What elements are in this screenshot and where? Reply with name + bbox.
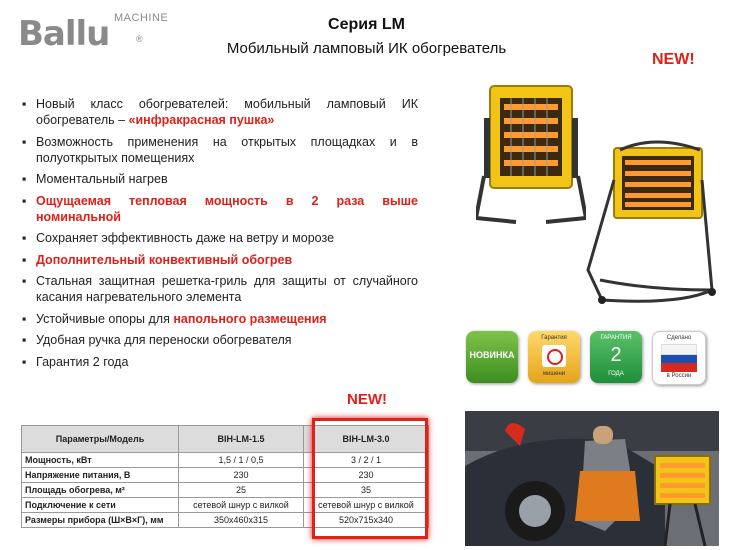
warranty-years: 2 <box>610 344 622 366</box>
heater-small-image <box>476 78 586 228</box>
table-row <box>22 483 429 498</box>
novinka-label: НОВИНКА <box>469 350 515 360</box>
heater-large-image <box>580 140 720 305</box>
feature-item <box>22 332 418 348</box>
feature-highlight-text: Дополнительный конвективный обогрев <box>36 252 293 267</box>
warranty-top-label: ГАРАНТИЯ <box>600 335 632 341</box>
bullet-icon: ▪ <box>22 274 27 288</box>
feature-item <box>22 252 418 268</box>
bullet-icon: ▪ <box>22 354 27 369</box>
table-header-row <box>22 426 429 453</box>
feature-text: Сохраняет эффективность даже на ветру и морозе <box>36 231 335 245</box>
row-value-30: 520x715x340 <box>304 513 429 528</box>
feature-text: Гарантия 2 года <box>36 354 129 369</box>
header-model-30: BIH-LM-3.0 <box>304 426 429 453</box>
logo-brand: Ballu <box>18 14 110 54</box>
bullet-icon: ▪ <box>22 231 27 245</box>
made-in-russia-badge <box>652 331 706 385</box>
table-row <box>22 468 429 483</box>
row-label: Подключение к сети <box>22 498 179 513</box>
feature-text: Возможность применения на открытых площадках и в полуоткрытых помещениях <box>36 134 418 165</box>
row-value-15: 1,5 / 1 / 0,5 <box>179 453 304 468</box>
series-title: Серия LM <box>328 16 405 33</box>
feature-item <box>22 230 418 246</box>
feature-highlight-text: Ощущаемая тепловая мощность в 2 раза выше номинальной <box>36 193 418 224</box>
certification-badges <box>466 331 716 386</box>
bullet-icon: ▪ <box>22 252 27 267</box>
feature-text: Моментальный нагрев <box>36 172 168 186</box>
header-parameters: Параметры/Модель <box>22 426 179 453</box>
bullet-icon: ▪ <box>22 193 27 208</box>
feature-item <box>22 134 418 166</box>
feature-list <box>22 96 418 375</box>
made-bottom-label: в России <box>666 373 692 379</box>
logo-registered-mark: ® <box>136 34 143 44</box>
row-value-30: 3 / 2 / 1 <box>304 453 429 468</box>
specs-table <box>21 425 429 528</box>
header-model-15: BIH-LM-1.5 <box>179 426 304 453</box>
new-badge-top: NEW! <box>652 51 695 68</box>
feature-text: Устойчивые опоры для <box>36 311 174 326</box>
row-value-15: 25 <box>179 483 304 498</box>
table-row <box>22 513 429 528</box>
warranty-bottom-label: ГОДА <box>608 371 624 377</box>
new-badge-table: NEW! <box>347 391 387 408</box>
russia-flag-icon <box>661 344 697 370</box>
feature-item <box>22 354 418 370</box>
bullet-icon: ▪ <box>22 134 27 149</box>
row-value-15: 350x460x315 <box>179 513 304 528</box>
guarantee-bottom-label: мишени <box>542 371 566 377</box>
row-value-15: 230 <box>179 468 304 483</box>
feature-item <box>22 273 418 305</box>
feature-text: Стальная защитная решетка-гриль для защиты от случайного касания нагревательного элемента <box>36 274 418 304</box>
row-label: Напряжение питания, В <box>22 468 179 483</box>
feature-text: Удобная ручка для переноски обогревателя <box>36 333 292 347</box>
table-row <box>22 498 429 513</box>
usage-photo <box>465 411 719 546</box>
made-top-label: Сделано <box>666 335 692 341</box>
feature-item <box>22 193 418 225</box>
product-subtitle: Мобильный ламповый ИК обогреватель <box>226 40 507 57</box>
row-label: Размеры прибора (Ш×В×Г), мм <box>22 513 179 528</box>
feature-item <box>22 96 418 128</box>
bullet-icon: ▪ <box>22 311 27 326</box>
bullet-icon: ▪ <box>22 333 27 347</box>
feature-item <box>22 311 418 327</box>
row-value-15: сетевой шнур с вилкой <box>179 498 304 513</box>
guarantee-top-label: Гарантия <box>541 335 567 341</box>
row-label: Площадь обогрева, м² <box>22 483 179 498</box>
row-value-30: 35 <box>304 483 429 498</box>
row-label: Мощность, кВт <box>22 453 179 468</box>
target-icon <box>542 345 566 367</box>
feature-highlight-text: напольного размещения <box>173 311 327 326</box>
logo-machine: MACHINE <box>114 12 169 24</box>
warranty-badge <box>590 331 642 383</box>
novinka-badge <box>466 331 518 383</box>
bullet-icon: ▪ <box>22 172 27 186</box>
feature-text: Новый класс обогревателей: мобильный ламповый ИК обогреватель – <box>36 97 418 127</box>
row-value-30: сетевой шнур с вилкой <box>304 498 429 513</box>
table-row <box>22 453 429 468</box>
guarantee-badge <box>528 331 580 383</box>
feature-item <box>22 171 418 187</box>
row-value-30: 230 <box>304 468 429 483</box>
bullet-icon: ▪ <box>22 97 27 111</box>
feature-highlight-text: «инфракрасная пушка» <box>128 113 275 127</box>
